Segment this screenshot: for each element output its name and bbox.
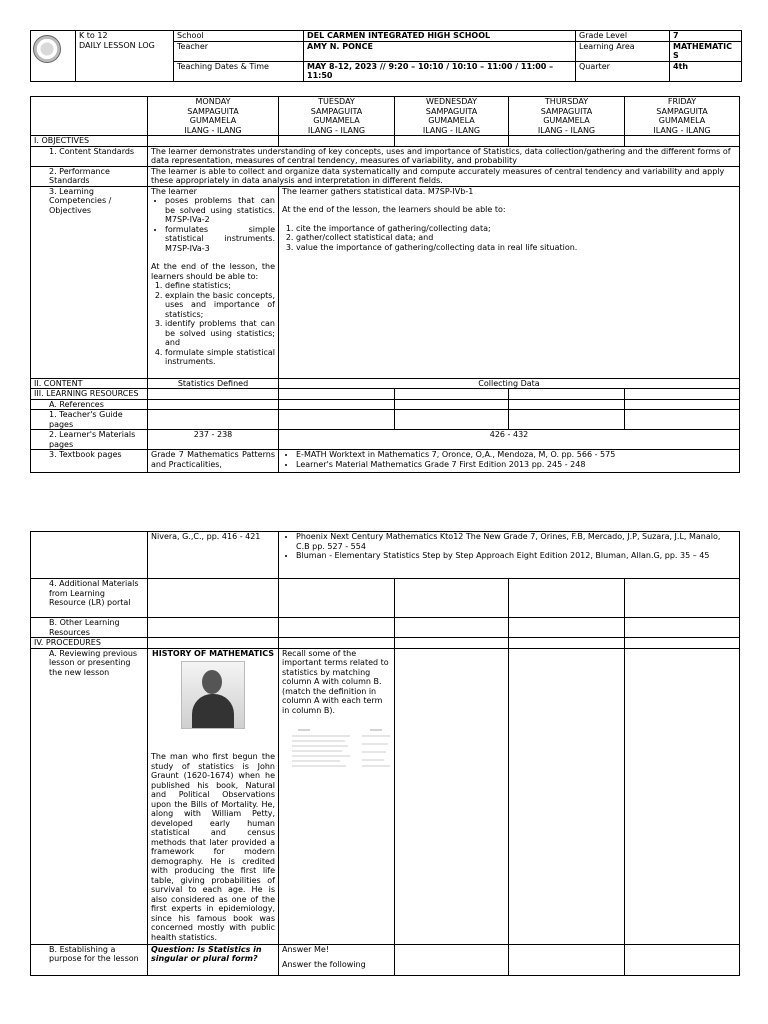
competencies-label: 3. Learning Competencies / Objectives xyxy=(31,186,148,378)
teacher-label: Teacher xyxy=(174,41,304,61)
dates-value: MAY 8-12, 2023 // 9:20 – 10:10 / 10:10 – 11:00 / 11:00 – 11:50 xyxy=(304,61,576,81)
quarter-value: 4th xyxy=(670,61,742,81)
header-table xyxy=(30,30,742,82)
dates-label: Teaching Dates & Time xyxy=(174,61,304,81)
textbook-monday-cont: Nivera, G.,C., pp. 416 - 421 xyxy=(148,532,279,579)
lesson-table-page2 xyxy=(30,531,740,976)
learners-materials-monday: 237 - 238 xyxy=(148,430,279,450)
list-item: 1. cite the importance of gathering/collecting data; xyxy=(296,224,736,234)
list-item: • Bluman - Elementary Statistics Step by Step Approach Eight Edition 2012, Bluman, Allan.G, pp. 35 – 45 xyxy=(296,551,736,561)
list-item: 4. formulate simple statistical instruments. xyxy=(165,348,275,367)
quarter-label: Quarter xyxy=(576,61,670,81)
content-standards-label: 1. Content Standards xyxy=(31,146,148,166)
grade-value: 7 xyxy=(670,31,742,42)
textbook-label: 3. Textbook pages xyxy=(31,450,148,473)
learners-materials-rest: 426 - 432 xyxy=(279,430,740,450)
day-monday: MONDAY SAMPAGUITA GUMAMELA ILANG - ILANG xyxy=(148,97,279,136)
days-row xyxy=(31,97,740,136)
references-label: A. References xyxy=(31,399,148,410)
purpose-label: B. Establishing a purpose for the lesson xyxy=(31,944,148,975)
textbook-rest xyxy=(279,450,740,473)
reviewing-label: A. Reviewing previous lesson or presenting the new lesson xyxy=(31,648,148,944)
objectives-heading: I. OBJECTIVES xyxy=(31,136,148,147)
school-value: DEL CARMEN INTEGRATED HIGH SCHOOL xyxy=(304,31,576,42)
lesson-table-page1 xyxy=(30,96,740,473)
other-resources-label: B. Other Learning Resources xyxy=(31,618,148,638)
resources-heading: III. LEARNING RESOURCES xyxy=(31,389,148,400)
day-wednesday: WEDNESDAY SAMPAGUITA GUMAMELA ILANG - ILANG xyxy=(395,97,509,136)
performance-standards-text: The learner is able to collect and organize data systematically and compute accurately measures of central tendency and variability and apply these appropriately in data analysis and interpretation in different fields. xyxy=(148,166,740,186)
matching-table-thumbnail xyxy=(290,727,395,771)
purpose-question: Question: Is Statistics in singular or plural form? xyxy=(148,944,279,975)
content-standards-text: The learner demonstrates understanding of key concepts, uses and importance of Statistics, data collection/gathering and the different forms of data representation, measures of central tendency, measures of variability, and probability xyxy=(148,146,740,166)
area-value: MATHEMATIC S xyxy=(670,41,742,61)
john-graunt-portrait xyxy=(181,661,245,729)
day-thursday: THURSDAY SAMPAGUITA GUMAMELA ILANG - ILANG xyxy=(509,97,625,136)
school-label: School xyxy=(174,31,304,42)
content-heading: II. CONTENT xyxy=(31,378,148,389)
content-monday: Statistics Defined xyxy=(148,378,279,389)
recall-cell: Recall some of the important terms related to statistics by matching column A with column B. (match the definition in column A with each term in column B). xyxy=(279,648,395,944)
competencies-tuesday-friday: The learner gathers statistical data. M7SP-IVb-1 At the end of the lesson, the learners should be able to: 1. cite the importance of gathering/collecting data; 2. gather/collect statistical data; and 3. value the importance of gathering/collecting data in real life situation. xyxy=(279,186,740,378)
list-item: • poses problems that can be solved using statistics. M7SP-IVa-2 xyxy=(165,196,275,225)
list-item: 3. value the importance of gathering/collecting data in real life situation. xyxy=(296,243,736,253)
list-item: 2. explain the basic concepts, uses and importance of statistics; xyxy=(165,291,275,320)
area-label: Learning Area xyxy=(576,41,670,61)
content-rest: Collecting Data xyxy=(279,378,740,389)
list-item: • formulates simple statistical instruments. M7SP-IVa-3 xyxy=(165,225,275,254)
list-item: • Phoenix Next Century Mathematics Kto12 The New Grade 7, Orines, F.B, Mercado, J.P, Suzara, J.L, Manalo, C.B pp. 527 - 554 xyxy=(296,532,736,551)
day-tuesday: TUESDAY SAMPAGUITA GUMAMELA ILANG - ILANG xyxy=(279,97,395,136)
learners-materials-label: 2. Learner's Materials pages xyxy=(31,430,148,450)
teachers-guide-label: 1. Teacher's Guide pages xyxy=(31,410,148,430)
performance-standards-label: 2. Performance Standards xyxy=(31,166,148,186)
history-text: The man who first begun the study of statistics is John Graunt (1620-1674) when he published his book, Natural and Political Observations upon the Bills of Mortality. He, along with William Petty, developed early human statistical and census methods that later provided a framework for modern demography. He is credited with producing the first life table, giving probabilities of survival to each age. He is also considered as one of the first experts in epidemiology, since his famous book was concerned mostly with public health statistics. xyxy=(151,752,275,942)
day-friday: FRIDAY SAMPAGUITA GUMAMELA ILANG - ILANG xyxy=(625,97,740,136)
textbook-monday: Grade 7 Mathematics Patterns and Practicalities, xyxy=(148,450,279,473)
list-item: • E-MATH Worktext in Mathematics 7, Oronce, O,A., Mendoza, M, O. pp. 566 - 575 xyxy=(296,450,736,460)
competencies-monday: The learner • poses problems that can be solved using statistics. M7SP-IVa-2 • formulates simple statistical instruments. M7SP-IVa-3 At the end of the lesson, the learners should be able to: 1. define statistics; 2. explain the basic concepts, uses and importance of statistics; 3. identify problems that can be solved using statistics; and 4. formulate simple statistical instruments. xyxy=(148,186,279,378)
purpose-answer: Answer Me! Answer the following xyxy=(279,944,395,975)
procedures-heading: IV. PROCEDURES xyxy=(31,638,148,649)
textbook-rest-cont xyxy=(279,532,740,579)
log-title: K to 12 DAILY LESSON LOG xyxy=(76,31,174,82)
list-item: • Learner's Material Mathematics Grade 7 First Edition 2013 pp. 245 - 248 xyxy=(296,460,736,470)
list-item: 3. identify problems that can be solved using statistics; and xyxy=(165,319,275,348)
additional-materials-label: 4. Additional Materials from Learning Resource (LR) portal xyxy=(31,579,148,618)
history-cell xyxy=(148,648,279,944)
list-item: 1. define statistics; xyxy=(165,281,275,291)
grade-label: Grade Level xyxy=(576,31,670,42)
deped-seal-icon xyxy=(33,35,61,63)
list-item: 2. gather/collect statistical data; and xyxy=(296,233,736,243)
history-title: HISTORY OF MATHEMATICS xyxy=(152,648,274,658)
teacher-value: AMY N. PONCE xyxy=(304,41,576,61)
